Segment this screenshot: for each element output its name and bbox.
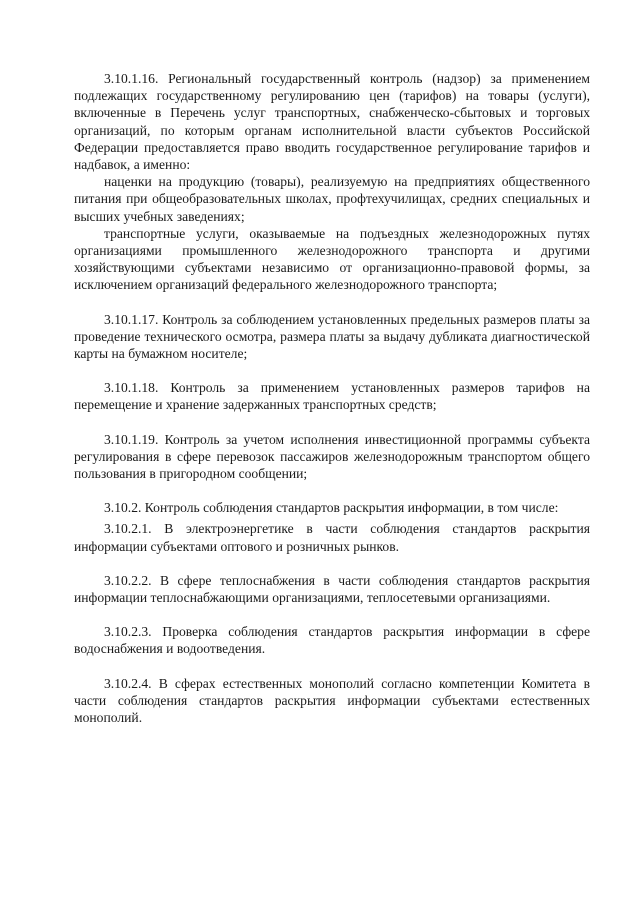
paragraph-3-10-2: 3.10.2. Контроль соблюдения стандартов раскрытия информации, в том числе: [104,500,559,516]
paragraph-3-10-2-4: 3.10.2.4. В сферах естественных монополий согласно компетенции Комитета в части соблюдения стандартов раскрытия информации субъектами естественных монополий. [74,675,590,726]
paragraph-markups: наценки на продукцию (товары), реализуемую на предприятиях общественного питания при общеобразовательных школах, профтехучилищах, средних специальных и высших учебных заведениях; [74,174,590,224]
paragraph-3-10-2-2: 3.10.2.2. В сфере теплоснабжения в части соблюдения стандартов раскрытия информации теплоснабжающими организациями, теплосетевыми организациями. [74,572,590,606]
paragraph-transport-services: транспортные услуги, оказываемые на подъездных железнодорожных путях организациями промышленного железнодорожного транспорта и другими хозяйствующими субъектами независимо от организационно-правовой формы, за исключением организаций федерального железнодорожного транспорта; [74,225,590,293]
paragraph-3-10-1-17: 3.10.1.17. Контроль за соблюдением установленных предельных размеров платы за проведение технического осмотра, размера платы за выдачу дубликата диагностической карты на бумажном носителе; [74,311,590,362]
document-page [74,70,590,726]
paragraph-3-10-2-1: 3.10.2.1. В электроэнергетике в части соблюдения стандартов раскрытия информации субъектами оптового и розничных рынков. [74,521,590,554]
paragraph-3-10-1-16: 3.10.1.16. Региональный государственный контроль (надзор) за применением подлежащих государственному регулированию цен (тарифов) на товары (услуги), включенные в Перечень услуг транспортных, снабженческо-сбытовых и торговых организаций, по которым органам исполнительной власти субъектов Российской Федерации предоставляется право вводить государственное регулирование тарифов и надбавок, а именно: [74,71,590,173]
paragraph-3-10-1-19: 3.10.1.19. Контроль за учетом исполнения инвестиционной программы субъекта регулирования в сфере перевозок пассажиров железнодорожным транспортом общего пользования в пригородном сообщении; [74,431,590,482]
paragraph-3-10-2-3: 3.10.2.3. Проверка соблюдения стандартов раскрытия информации в сфере водоснабжения и водоотведения. [74,624,590,657]
paragraph-3-10-1-18: 3.10.1.18. Контроль за применением установленных размеров тарифов на перемещение и хранение задержанных транспортных средств; [74,380,590,413]
